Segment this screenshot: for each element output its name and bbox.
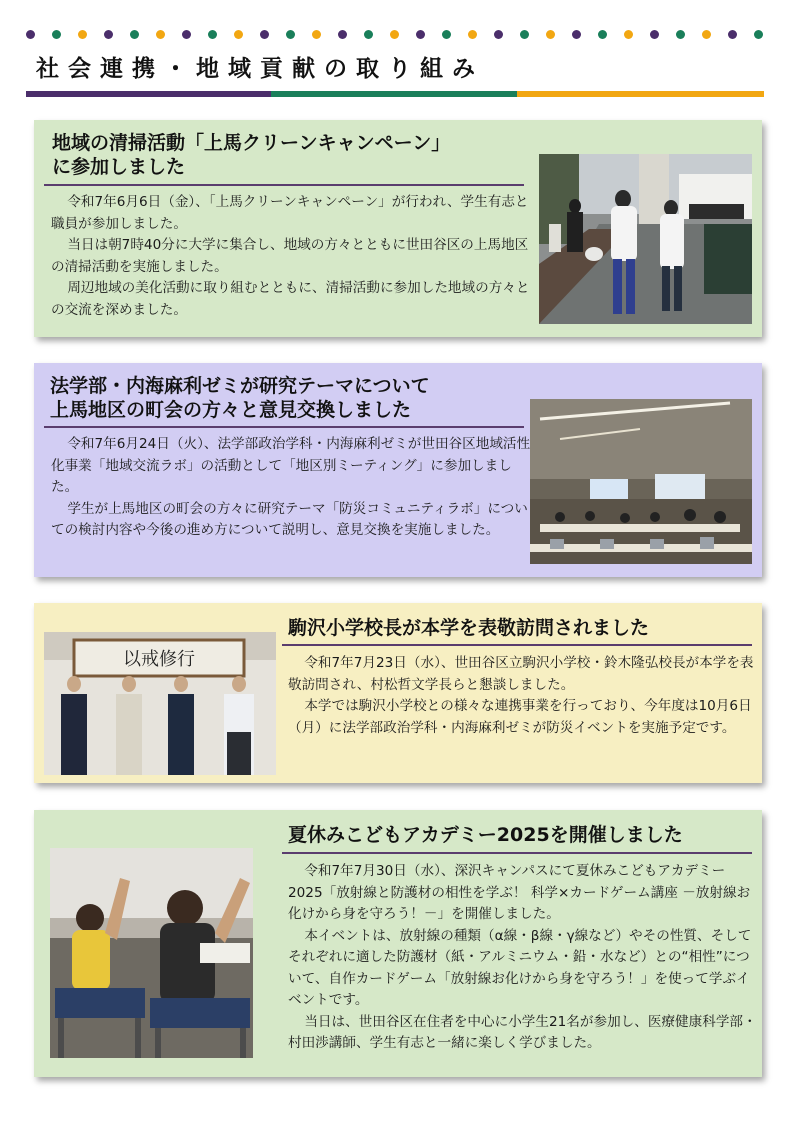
header-dot <box>156 30 165 39</box>
header-dot <box>468 30 477 39</box>
article-paragraph: 本学では駒沢小学校との様々な連携事業を行っており、今年度は10月6日（月）に法学部政治学科・内海麻利ゼミが防災イベントを実施予定です。 <box>288 698 752 736</box>
header-dot <box>364 30 373 39</box>
title-underline <box>44 184 524 186</box>
header-dot <box>390 30 399 39</box>
header-dot <box>546 30 555 39</box>
header-dot <box>442 30 451 39</box>
article-paragraph: 本イベントは、放射線の種類（α線・β線・γ線など）やその性質、そしてそれぞれに適した防護材（紙・アルミニウム・鉛・水など）との“相性”について、自作カードゲーム「放射線お化けから身を守ろう！」を使って学ぶイベントです。 <box>288 927 752 1008</box>
article-summer-academy-card <box>34 810 762 1077</box>
article-paragraph: 令和7年6月24日（火）、法学部政治学科・内海麻利ゼミが世田谷区地域活性化事業「地域交流ラボ」の活動として「地区別ミーティング」に参加しました。 <box>51 436 531 495</box>
article-paragraph: 令和7年7月23日（水）、世田谷区立駒沢小学校・鈴木隆弘校長が本学を表敬訪問され、村松哲文学長らと懇談しました。 <box>288 655 754 693</box>
header-dot <box>754 30 763 39</box>
article-body <box>288 653 758 739</box>
header-dot <box>650 30 659 39</box>
header-dot <box>676 30 685 39</box>
article-paragraph: 周辺地域の美化活動に取り組むとともに、清掃活動に参加した地域の方々との交流を深めました。 <box>51 280 530 318</box>
header-dot <box>26 30 35 39</box>
article-paragraph: 令和7年6月6日（金）、「上馬クリーンキャンペーン」が行われ、学生有志と職員が参加しました。 <box>51 194 529 232</box>
header-dot <box>520 30 529 39</box>
article-body <box>288 861 758 1055</box>
header-dot <box>494 30 503 39</box>
article-paragraph: 当日は、世田谷区在住者を中心に小学生21名が参加し、医療健康科学部・村田渉講師、学生有志と一緒に楽しく学びました。 <box>288 1013 757 1051</box>
header-dot <box>728 30 737 39</box>
title-underline <box>282 852 752 854</box>
header-dot <box>572 30 581 39</box>
article-paragraph: 学生が上馬地区の町会の方々に研究テーマ「防災コミュニティラボ」についての検討内容や今後の進め方について説明し、意見交換を実施しました。 <box>51 500 528 538</box>
header-dot <box>260 30 269 39</box>
article-title: 地域の清掃活動「上馬クリーンキャンペーン」 に参加しました <box>52 132 451 178</box>
header-dot <box>234 30 243 39</box>
title-underline <box>282 644 752 646</box>
meeting-room-photo <box>530 399 752 564</box>
header-dot <box>52 30 61 39</box>
article-seminar-card <box>34 363 762 577</box>
title-rule-purple <box>26 91 271 97</box>
header-dot <box>78 30 87 39</box>
header-dot <box>312 30 321 39</box>
article-body <box>51 192 533 321</box>
header-dot <box>130 30 139 39</box>
header-dot <box>702 30 711 39</box>
title-underline <box>44 426 524 428</box>
header-dot <box>624 30 633 39</box>
cleanup-street-photo <box>539 154 752 324</box>
article-title: 法学部・内海麻利ゼミが研究テーマについて 上馬地区の町会の方々と意見交換しました <box>50 375 430 421</box>
article-principal-visit-card <box>34 603 762 783</box>
header-dot <box>598 30 607 39</box>
title-rule-green <box>271 91 517 97</box>
article-cleanup-card <box>34 120 762 337</box>
article-title: 夏休みこどもアカデミー2025を開催しました <box>288 824 683 846</box>
group-portrait-photo <box>44 632 276 775</box>
article-paragraph: 令和7年7月30日（水）、深沢キャンパスにて夏休みこどもアカデミー2025「放射線と防護材の相性を学ぶ！ 科学×カードゲーム講座 －放射線お化けから身を守ろう！－」を開催しました。 <box>288 863 751 922</box>
article-title: 駒沢小学校長が本学を表敬訪問されました <box>288 617 650 639</box>
article-paragraph: 当日は朝7時40分に大学に集合し、地域の方々とともに世田谷区の上馬地区の清掃活動を実施しました。 <box>51 237 529 275</box>
header-dot <box>208 30 217 39</box>
header-dot <box>416 30 425 39</box>
children-classroom-photo <box>50 848 253 1058</box>
calligraphy-scroll: 以戒修行 <box>123 649 195 670</box>
header-dot <box>104 30 113 39</box>
article-body <box>51 434 533 542</box>
header-dot-row <box>26 30 766 40</box>
page-title: 社会連携・地域貢献の取り組み <box>36 56 484 82</box>
header-dot <box>286 30 295 39</box>
title-rule-orange <box>517 91 764 97</box>
header-dot <box>338 30 347 39</box>
header-dot <box>182 30 191 39</box>
